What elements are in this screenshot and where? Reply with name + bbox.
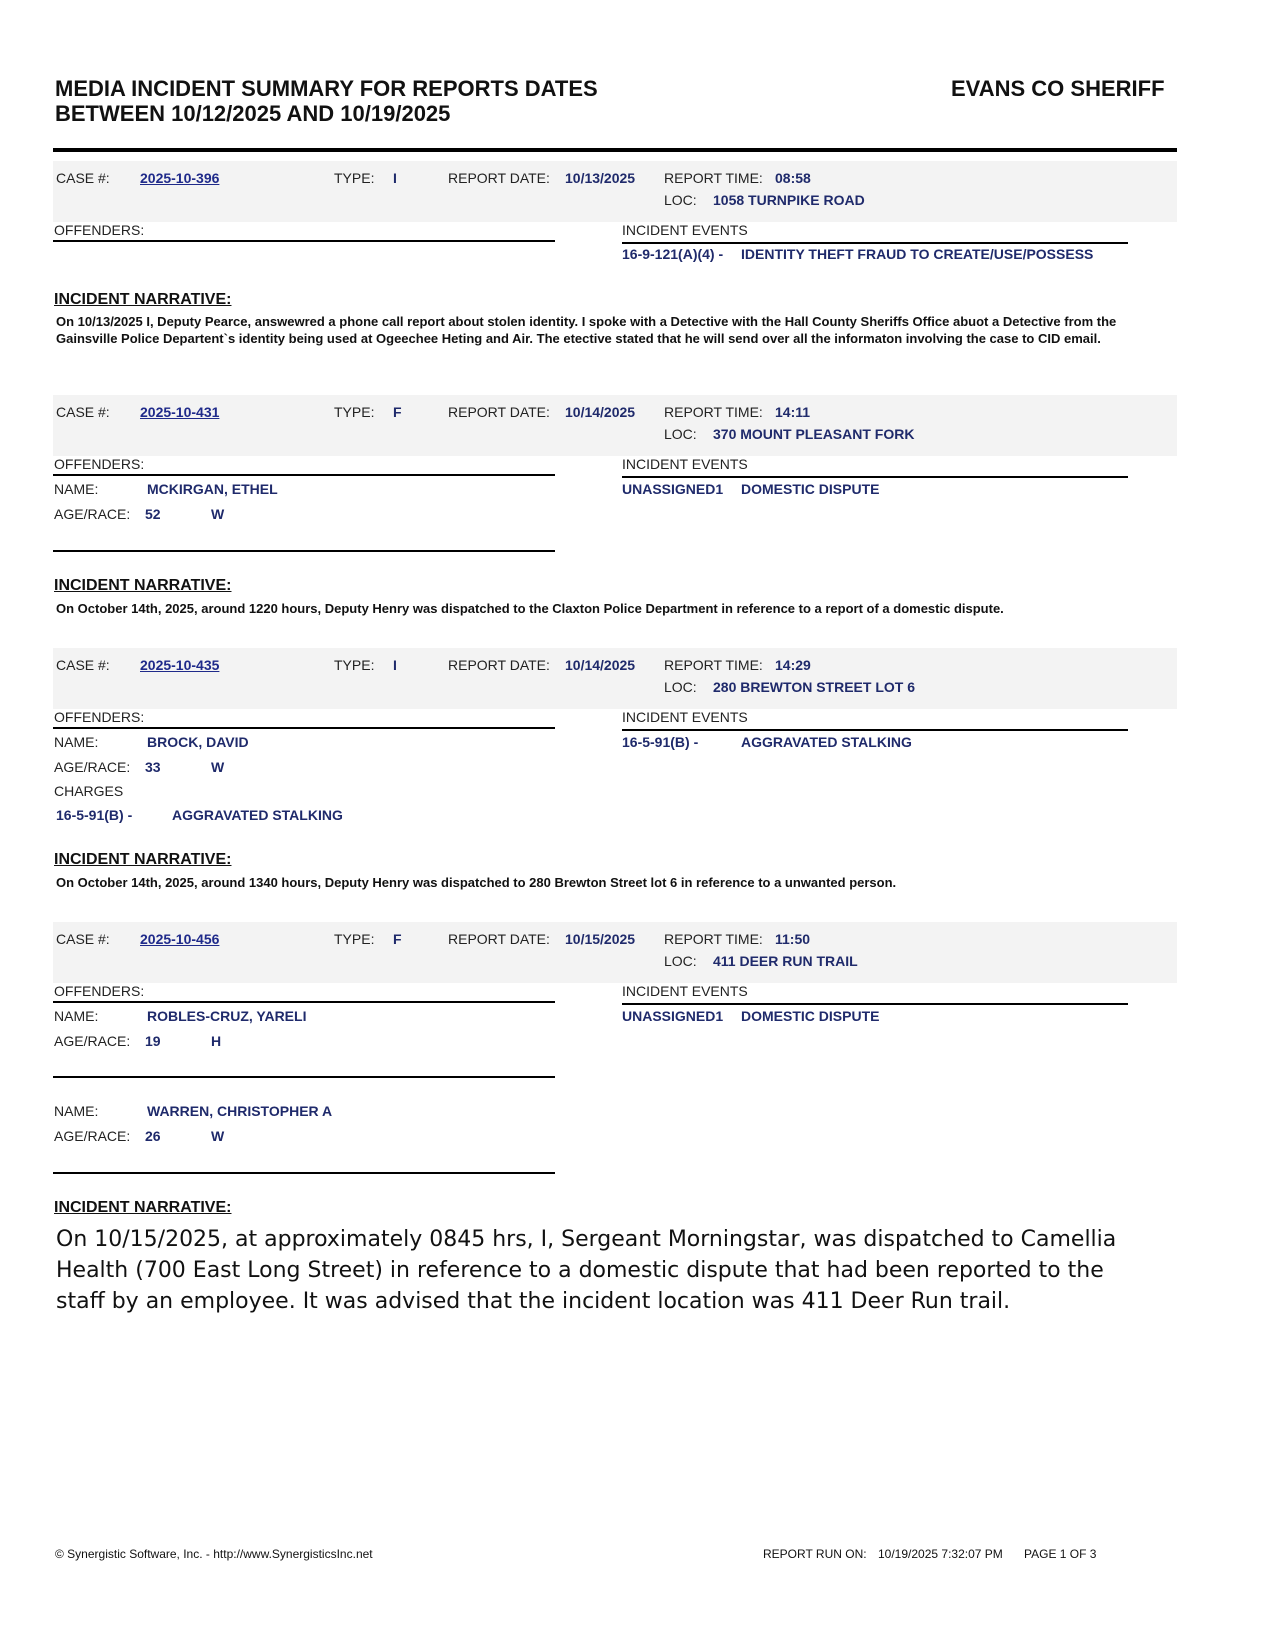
charge-description: AGGRAVATED STALKING	[172, 807, 343, 823]
offender-age: 33	[145, 759, 161, 775]
offenders-label: OFFENDERS:	[54, 709, 145, 725]
report-run-label: REPORT RUN ON:	[763, 1547, 867, 1561]
report-date: 10/14/2025	[565, 657, 636, 673]
report-date-label: REPORT DATE:	[448, 404, 550, 420]
events-rule	[622, 729, 1128, 731]
report-run-value: 10/19/2025 7:32:07 PM	[878, 1547, 1003, 1561]
charge-code: 16-5-91(B) -	[56, 807, 133, 823]
offenders-label: OFFENDERS:	[54, 456, 145, 472]
report-time: 08:58	[775, 170, 811, 186]
case-number-link[interactable]: 2025-10-431	[140, 404, 220, 420]
report-time-label: REPORT TIME:	[664, 931, 763, 947]
event-description: IDENTITY THEFT FRAUD TO CREATE/USE/POSSESS	[741, 246, 1094, 262]
events-rule	[622, 476, 1128, 478]
offenders-rule	[53, 474, 555, 476]
case-label: CASE #:	[56, 931, 110, 947]
agency-name: EVANS CO SHERIFF	[951, 76, 1165, 101]
incident-events-label: INCIDENT EVENTS	[622, 983, 748, 999]
charges-label: CHARGES	[54, 783, 124, 799]
report-time-label: REPORT TIME:	[664, 404, 763, 420]
incident-events-label: INCIDENT EVENTS	[622, 709, 748, 725]
report-date-label: REPORT DATE:	[448, 931, 550, 947]
offender-name: ROBLES-CRUZ, YARELI	[147, 1008, 307, 1024]
location: 370 MOUNT PLEASANT FORK	[713, 426, 915, 442]
offender-end-rule	[53, 1076, 555, 1078]
offender-end-rule	[53, 1172, 555, 1174]
offender-age: 26	[145, 1128, 161, 1144]
report-date-label: REPORT DATE:	[448, 657, 550, 673]
case-label: CASE #:	[56, 170, 110, 186]
offender-race: W	[211, 506, 225, 522]
events-rule	[622, 242, 1128, 244]
offender-age: 19	[145, 1033, 161, 1049]
event-code: 16-5-91(B) -	[622, 734, 699, 750]
narrative-heading: INCIDENT NARRATIVE:	[54, 577, 232, 594]
report-time: 11:50	[775, 931, 811, 947]
report-date: 10/14/2025	[565, 404, 636, 420]
report-date: 10/13/2025	[565, 170, 636, 186]
case-number-link[interactable]: 2025-10-396	[140, 170, 220, 186]
age-race-label: AGE/RACE:	[54, 506, 131, 522]
incident-events-label: INCIDENT EVENTS	[622, 222, 748, 238]
report-title-line2: BETWEEN 10/12/2025 AND 10/19/2025	[55, 101, 451, 126]
case-type: F	[393, 404, 402, 420]
report-date-label: REPORT DATE:	[448, 170, 550, 186]
offender-race: W	[211, 1128, 225, 1144]
report-time: 14:29	[775, 657, 811, 673]
offenders-rule	[53, 727, 555, 729]
incident-events-label: INCIDENT EVENTS	[622, 456, 748, 472]
page-number: PAGE 1 OF 3	[1024, 1547, 1097, 1561]
type-label: TYPE:	[334, 404, 375, 420]
offenders-label: OFFENDERS:	[54, 983, 145, 999]
offender-end-rule	[53, 550, 555, 552]
name-label: NAME:	[54, 1103, 99, 1119]
event-description: DOMESTIC DISPUTE	[741, 481, 880, 497]
event-description: AGGRAVATED STALKING	[741, 734, 912, 750]
case-type: I	[393, 170, 397, 186]
loc-label: LOC:	[664, 192, 697, 208]
loc-label: LOC:	[664, 426, 697, 442]
offenders-label: OFFENDERS:	[54, 222, 145, 238]
name-label: NAME:	[54, 734, 99, 750]
type-label: TYPE:	[334, 170, 375, 186]
report-title	[55, 76, 598, 126]
case-type: I	[393, 657, 397, 673]
narrative-heading: INCIDENT NARRATIVE:	[54, 291, 232, 308]
offender-name: WARREN, CHRISTOPHER A	[147, 1103, 333, 1119]
event-code: UNASSIGNED1	[622, 481, 724, 497]
type-label: TYPE:	[334, 931, 375, 947]
case-type: F	[393, 931, 402, 947]
events-rule	[622, 1003, 1128, 1005]
offender-race: H	[211, 1033, 222, 1049]
offenders-rule	[53, 1001, 555, 1003]
report-time-label: REPORT TIME:	[664, 170, 763, 186]
case-number-link[interactable]: 2025-10-435	[140, 657, 220, 673]
offender-age: 52	[145, 506, 161, 522]
age-race-label: AGE/RACE:	[54, 1033, 131, 1049]
narrative-heading: INCIDENT NARRATIVE:	[54, 1199, 232, 1216]
age-race-label: AGE/RACE:	[54, 759, 131, 775]
event-code: UNASSIGNED1	[622, 1008, 724, 1024]
narrative-text: On October 14th, 2025, around 1220 hours, Deputy Henry was dispatched to the Claxton Police Department in reference to a report of a domestic dispute.	[56, 601, 1004, 616]
narrative-text: On October 14th, 2025, around 1340 hours, Deputy Henry was dispatched to 280 Brewton Street lot 6 in reference to a unwanted person.	[56, 875, 897, 890]
case-label: CASE #:	[56, 404, 110, 420]
narrative-text: On 10/13/2025 I, Deputy Pearce, answewred a phone call report about stolen identity. I spoke with a Detective with the Hall County Sheriffs Office abuot a Detective from the Gainsville Police Departent`s identity being used at Ogeechee Heting and Air. The etective stated that he will send over all the informaton involving the case to CID email.	[56, 314, 1117, 346]
footer-copyright: © Synergistic Software, Inc. - http://www.SynergisticsInc.net	[55, 1547, 373, 1561]
loc-label: LOC:	[664, 679, 697, 695]
report-title-line1: MEDIA INCIDENT SUMMARY FOR REPORTS DATES	[55, 76, 598, 101]
name-label: NAME:	[54, 481, 99, 497]
loc-label: LOC:	[664, 953, 697, 969]
header-divider	[53, 148, 1177, 152]
report-date: 10/15/2025	[565, 931, 636, 947]
offender-name: MCKIRGAN, ETHEL	[147, 481, 278, 497]
offender-race: W	[211, 759, 225, 775]
location: 280 BREWTON STREET LOT 6	[713, 679, 915, 695]
case-number-link[interactable]: 2025-10-456	[140, 931, 220, 947]
age-race-label: AGE/RACE:	[54, 1128, 131, 1144]
offender-name: BROCK, DAVID	[147, 734, 249, 750]
case-label: CASE #:	[56, 657, 110, 673]
location: 1058 TURNPIKE ROAD	[713, 192, 865, 208]
event-code: 16-9-121(A)(4) -	[622, 246, 724, 262]
location: 411 DEER RUN TRAIL	[713, 953, 858, 969]
name-label: NAME:	[54, 1008, 99, 1024]
event-description: DOMESTIC DISPUTE	[741, 1008, 880, 1024]
report-time-label: REPORT TIME:	[664, 657, 763, 673]
offenders-rule	[53, 240, 555, 242]
narrative-heading: INCIDENT NARRATIVE:	[54, 851, 232, 868]
narrative-text: On 10/15/2025, at approximately 0845 hrs, I, Sergeant Morningstar, was dispatched to Camellia Health (700 East Long Street) in reference to a domestic dispute that had been reported to the staff by an employee. It was advised that the incident location was 411 Deer Run trail.	[56, 1227, 1117, 1314]
report-time: 14:11	[775, 404, 811, 420]
type-label: TYPE:	[334, 657, 375, 673]
